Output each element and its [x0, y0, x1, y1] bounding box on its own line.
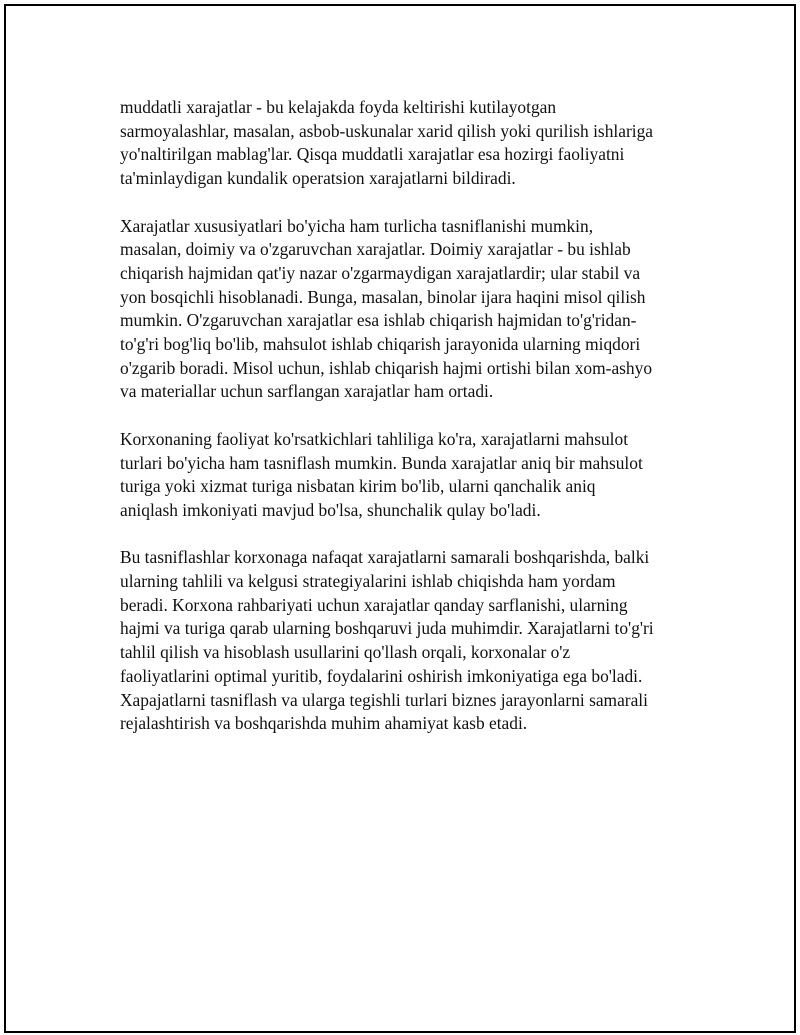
paragraph-4: Bu tasniflashlar korxonaga nafaqat xarajatlarni samarali boshqarishda, balki ularning tahlili va kelgusi strategiyalarini ishlab chiqishda ham yordam beradi. Korxona rahbariyati uchun xarajatlar qanday sarflanishi, ularning hajmi va turiga qarab ularning boshqaruvi juda muhimdir. Xarajatlarni to'g'ri tahlil qilish va hisoblash usullarini qo'llash orqali, korxonalar o'z faoliyatlarini optimal yuritib, foydalarini oshirish imkoniyatiga ega bo'ladi. Xapajatlarni tasniflash va ularga tegishli turlari biznes jarayonlarni samarali rejalashtirish va boshqarishda muhim ahamiyat kasb etadi. [120, 547, 654, 734]
paragraph-3: Korxonaning faoliyat ko'rsatkichlari tahliliga ko'ra, xarajatlarni mahsulot turlari bo'yicha ham tasniflash mumkin. Bunda xarajatlar aniq bir mahsulot turiga yoki xizmat turiga nisbatan kirim bo'lib, ularni qanchalik aniq aniqlash imkoniyati mavjud bo'lsa, shunchalik qulay bo'ladi. [120, 428, 643, 520]
paragraph-1: muddatli xarajatlar - bu kelajakda foyda keltirishi kutilayotgan sarmoyalashlar, masalan, asbob-uskunalar xarid qilish yoki qurilish ishlariga yo'naltirilgan mablag'lar. Qisqa muddatli xarajatlar esa hozirgi faoliyatni ta'minlaydigan kundalik operatsion xarajatlarni bildiradi. [120, 97, 653, 189]
document-page [4, 4, 796, 1033]
document-body [120, 96, 710, 760]
paragraph-2: Xarajatlar xususiyatlari bo'yicha ham turlicha tasniflanishi mumkin, masalan, doimiy va o'zgaruvchan xarajatlar. Doimiy xarajatlar - bu ishlab chiqarish hajmidan qat'iy nazar o'zgarmaydigan xarajatlardir; ular stabil va yon bosqichli hisoblanadi. Bunga, masalan, binolar ijara haqini misol qilish mumkin. O'zgaruvchan xarajatlar esa ishlab chiqarish hajmidan to'g'ridan- to'g'ri bog'liq bo'lib, mahsulot ishlab chiqarish jarayonida ularning miqdori o'zgarib boradi. Misol uchun, ishlab chiqarish hajmi ortishi bilan xom-ashyo va materiallar uchun sarflangan xarajatlar ham ortadi. [120, 215, 653, 402]
